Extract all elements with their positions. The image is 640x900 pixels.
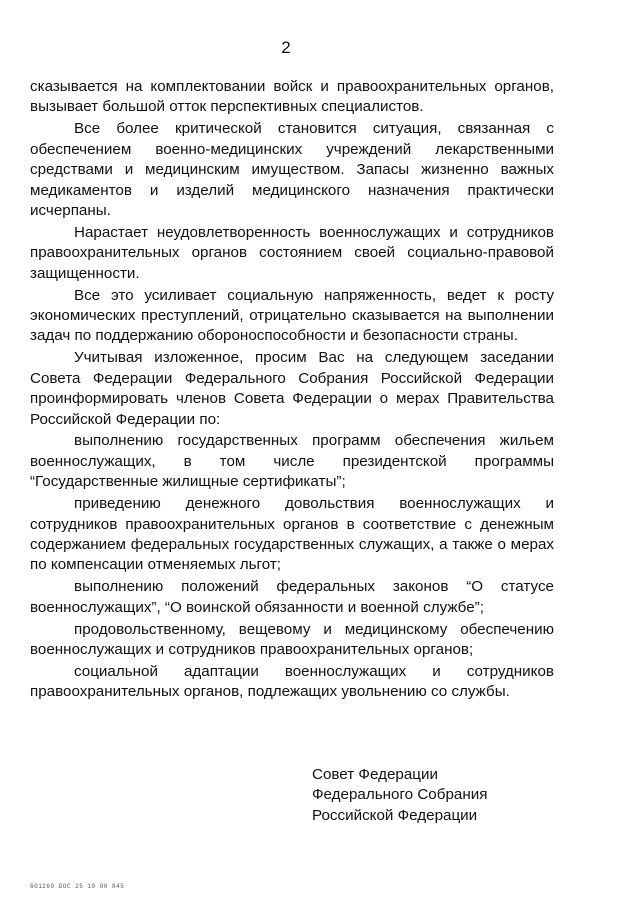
document-footer-code: 601269 DOC 25 10 00 845 [30, 883, 125, 890]
signature-line: Российской Федерации [312, 806, 478, 824]
signature-line: Федерального Собрания [312, 786, 488, 804]
paragraph-staffing: сказывается на комплектовании войск и правоохранительных органов, вызывает большой отток перспективных специалистов. [30, 78, 554, 116]
list-item-social-adaptation: социальной адаптации военнослужащих и сотрудников правоохранительных органов, подлежащих увольнению со службы. [30, 662, 554, 701]
list-item-provision: продовольственному, вещевому и медицинскому обеспечению военнослужащих и сотрудников правоохранительных органов; [30, 620, 554, 658]
list-item-federal-laws: выполнению положений федеральных законов “О статусе военнослужащих”, “О воинской обязанности и военной службе”; [30, 578, 554, 616]
list-item-pay: приведению денежного довольствия военнослужащих и сотрудников правоохранительных органов в соответствие с денежным содержанием федеральных государственных служащих, а также о мерах по компенсации отменяемых льгот; [30, 495, 554, 574]
list-item-housing: выполнению государственных программ обеспечения жильем военнослужащих, в том числе президентской программы “Государственные жилищные сертификаты”; [30, 432, 554, 491]
paragraph-request: Учитывая изложенное, просим Вас на следующем заседании Совета Федерации Федерального Собрания Российской Федерации проинформировать членов Совета Федерации о мерах Правительства Российской Федерации по: [30, 349, 554, 428]
paragraph-dissatisfaction: Нарастает неудовлетворенность военнослужащих и сотрудников правоохранительных органов состоянием своей социально-правовой защищенности. [30, 223, 554, 282]
signature-block [312, 765, 487, 826]
page-number: 2 [281, 38, 291, 57]
letter-body [30, 77, 554, 704]
paragraph-social-tension: Все это усиливает социальную напряженность, ведет к росту экономических преступлений, отрицательно сказывается на выполнении задач по поддержанию обороноспособности и безопасности страны. [30, 286, 554, 345]
signature-line: Совет Федерации [312, 766, 438, 783]
paragraph-medical-supply: Все более критической становится ситуация, связанная с обеспечением военно-медицинских учреждений лекарственными средствами и медицинским имуществом. Запасы жизненно важных медикаментов и изделий медицинского назначения практически исчерпаны. [30, 120, 554, 219]
